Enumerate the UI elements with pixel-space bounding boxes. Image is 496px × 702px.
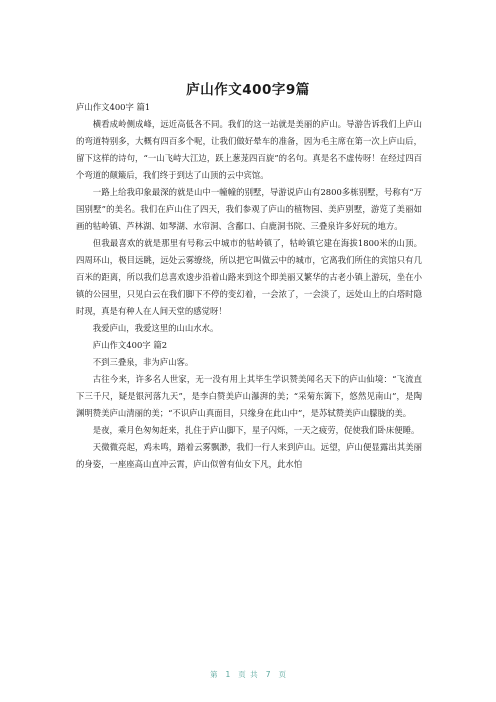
footer-page-number: 1 xyxy=(225,670,231,679)
paragraph: 但我最喜欢的就是那里有号称云中城市的牯岭镇了，牯岭镇它建在海拔1800米的山顶。四周环山，极目远眺，远处云雾缭绕，所以把它叫做云中的城市，它离我们所住的宾馆只有几百米的距离，所以我们总喜欢逡步沿着山路来到这个即美丽又繁华的古老小镇上游玩，坐在小镇的公园里，只见白云在我们脚下不停的变幻着，一会浓了，一会淡了，远处山上的白塔时隐时现，真是有种人在人间天堂的感觉呀！ xyxy=(76,238,422,316)
paragraph: 古往今来，许多名人世家，无一没有用上其毕生学识赞美闻名天下的庐山仙境：“飞流直下三千尺，疑是银河落九天”，是李白赞美庐山瀑湃的美；“采菊东篱下，悠然见南山”，是陶渊明赞美庐山清丽的美；“不识庐山真面目，只缘身在此山中”，是苏轼赞美庐山朦胧的美。 xyxy=(76,374,422,418)
footer-total-pages: 7 xyxy=(265,670,271,679)
footer-suffix: 页 xyxy=(278,670,286,679)
paragraph: 不到三叠泉，非为庐山客。 xyxy=(92,357,194,367)
footer-prefix: 第 xyxy=(210,670,218,679)
document-body xyxy=(76,99,422,473)
paragraph: 一路上给我印象最深的就是山中一幢幢的别墅，导游说庐山有2800多栋别墅，号称有“万国别墅”的美名。我们在庐山住了四天，我们参观了庐山的植物园、美庐别墅，游览了美丽如画的牯岭镇、芦林湖、如琴湖、水帘洞、含鄱口、白鹿洞书院、三叠泉许多好玩的地方。 xyxy=(76,187,422,231)
page-footer xyxy=(0,669,496,680)
footer-mid: 页 共 xyxy=(238,670,258,679)
paragraph: 天微微亮起，鸡未鸣，踏着云雾飘渺，我们一行人来到庐山。远望，庐山便显露出其美丽的身姿，一座座高山直冲云霄，庐山似曾有仙女下凡，此水怕 xyxy=(76,442,422,469)
section-heading-1: 庐山作文400字 篇1 xyxy=(76,102,151,112)
section-heading-2: 庐山作文400字 篇2 xyxy=(92,340,168,350)
paragraph: 我爱庐山，我爱这里的山山水水。 xyxy=(92,323,219,333)
paragraph: 横看成岭侧成峰，远近高低各不同。我们的这一站就是美丽的庐山。导游告诉我们上庐山的弯道特别多，大概有四百多个呢，让我们做好晕车的准备，因为毛主席在第一次上庐山后，留下这样的诗句，“一山飞峙大江边，跃上葱茏四百旋”的名句。真是名不虚传呀！在经过四百个弯道的颠簸后，我们终于到达了山顶的云中宾馆。 xyxy=(76,119,422,180)
paragraph: 是夜，乘月色匆匆赶来，扎住于庐山脚下，星子闪烁，一天之疲劳，促使我们卧床便睡。 xyxy=(92,425,420,435)
document-title: 庐山作文400字9篇 xyxy=(186,82,310,98)
